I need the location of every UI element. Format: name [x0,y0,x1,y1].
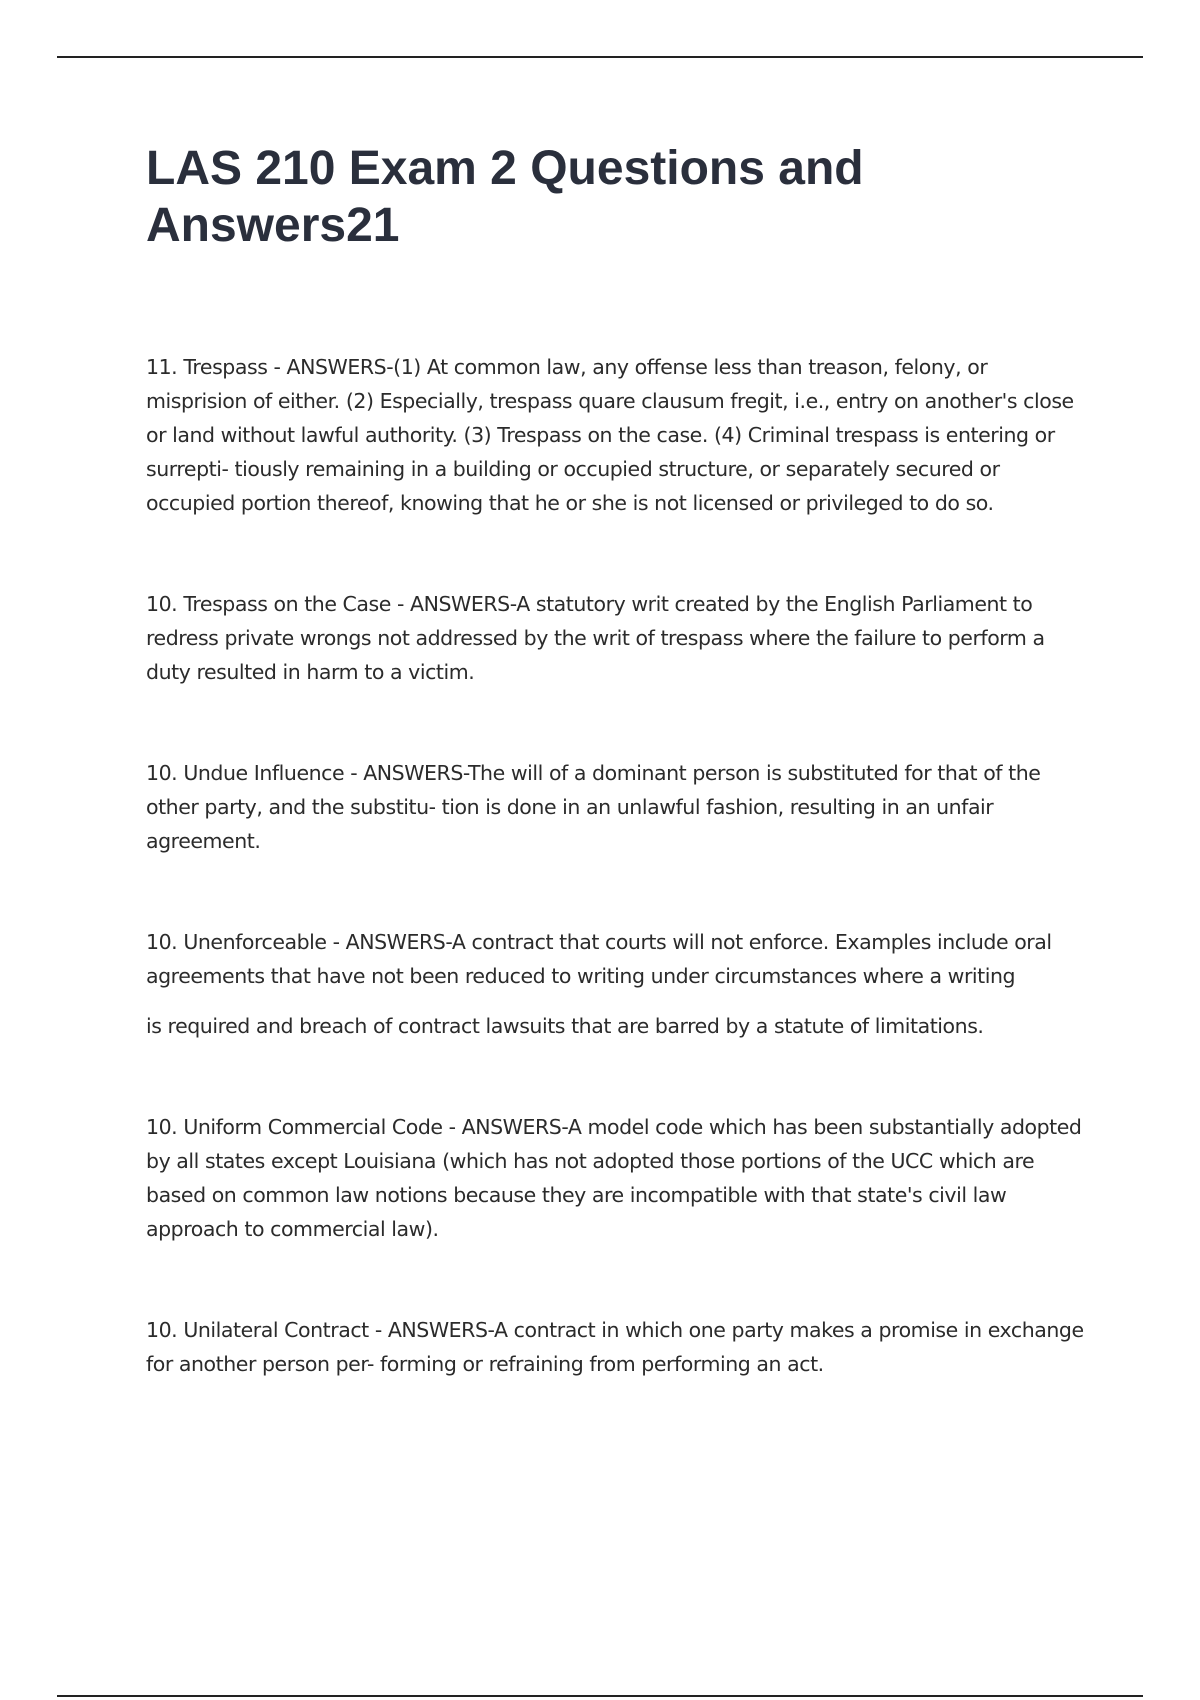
qa-entry-text: 10. Unenforceable - ANSWERS-A contract that courts will not enforce. Examples include oral agreements that have not been reduced to writing under circumstances where a writing [146,930,1052,988]
document-title: LAS 210 Exam 2 Questions and Answers21 [146,142,864,252]
qa-entry-continuation: is required and breach of contract lawsuits that are barred by a statute of limitations. [146,1014,984,1038]
bottom-rule [57,1695,1143,1697]
qa-entry-trespass [146,350,1086,520]
qa-entry-text: 10. Trespass on the Case - ANSWERS-A statutory writ created by the English Parliament to redress private wrongs not addressed by the writ of trespass where the failure to perform a duty resulted in harm to a victim. [146,592,1045,684]
qa-entry-trespass-on-the-case [146,587,1086,689]
qa-entry-text: 11. Trespass - ANSWERS-(1) At common law, any offense less than treason, felony, or misprision of either. (2) Especially, trespass quare clausum fregit, i.e., entry on another's close or land without lawful authority. (3) Trespass on the case. (4) Criminal trespass is entering or surrepti- tiously remaining in a building or occupied structure, or separately secured or occupied portion thereof, knowing that he or she is not licensed or privileged to do so. [146,355,1074,515]
qa-entry-text: 10. Unilateral Contract - ANSWERS-A contract in which one party makes a promise in exchange for another person per- forming or refraining from performing an act. [146,1318,1084,1376]
top-rule [57,56,1143,58]
qa-entry-unenforceable [146,925,1086,1043]
qa-entry-unilateral-contract [146,1313,1086,1381]
qa-entry-text: 10. Undue Influence - ANSWERS-The will of a dominant person is substituted for that of the other party, and the substitu- tion is done in an unlawful fashion, resulting in an unfair agreement. [146,761,1041,853]
qa-entry-text: 10. Uniform Commercial Code - ANSWERS-A model code which has been substantially adopted by all states except Louisiana (which has not adopted those portions of the UCC which are based on common law notions because they are incompatible with that state's civil law approach to commercial law). [146,1115,1082,1241]
document-body [146,140,1086,1448]
qa-entry-uniform-commercial-code [146,1110,1086,1246]
qa-entry-undue-influence [146,756,1086,858]
qa-list [146,350,1086,1381]
